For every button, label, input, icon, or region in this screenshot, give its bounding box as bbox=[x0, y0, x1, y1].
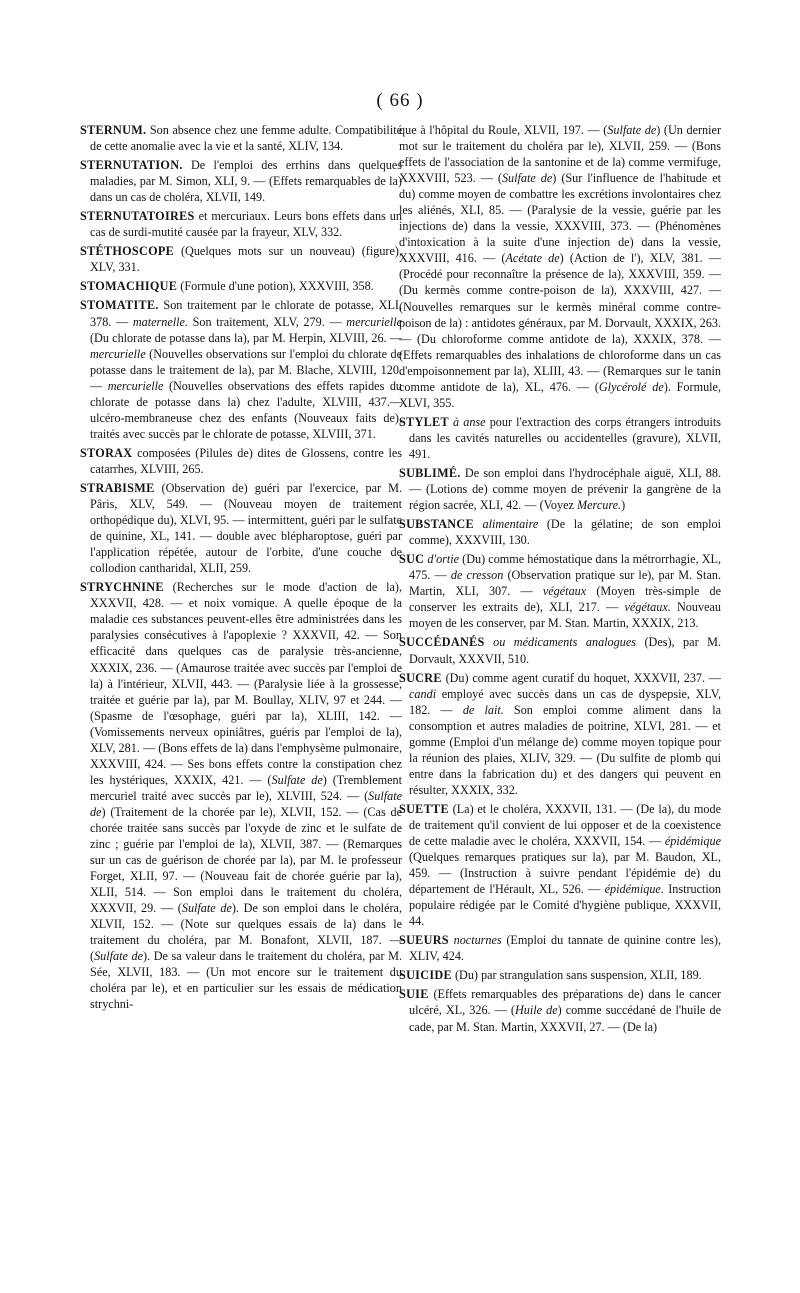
entry-heading: STOMACHIQUE bbox=[80, 279, 178, 294]
index-entry bbox=[399, 634, 721, 666]
entry-text: (Effets remarquables des préparations de) dans le cancer ulcéré, XL, 326. — ( bbox=[409, 987, 721, 1018]
index-column-left bbox=[80, 122, 402, 1016]
index-entry bbox=[399, 122, 721, 411]
index-entry bbox=[399, 932, 721, 964]
entry-text: que à l'hôpital du Roule, XLVII, 197. — ( bbox=[399, 123, 608, 137]
entry-italic-text: Sulfate de bbox=[94, 949, 144, 964]
entry-text: (Du) comme hémostatique dans la métrorrhagie, XL, 475. — bbox=[409, 552, 722, 583]
index-entry bbox=[80, 579, 402, 1012]
entry-heading: SUC bbox=[399, 552, 425, 567]
entry-text: ) (Traitement de la chorée par le), XLVII, 152. — (Cas de chorée traitée sans succès par l'oxyde de zinc et le sulfate de zinc ; guérie par l'emploi de la), XLVII, 387. — (Remarques sur un cas de guérison de chorée par la), par M. le professeur Forget, XLII, 97. — (Nouveau fait de chorée guérie par la), XLII, 514. — Son emploi dans le traitement du choléra, XXXVII, 29. — ( bbox=[90, 804, 402, 916]
entry-italic-text: à anse bbox=[453, 414, 486, 429]
index-entry bbox=[399, 670, 721, 798]
entry-text: (Observation pratique sur le), par M. Stan. Martin, XLI, 307. — bbox=[409, 568, 721, 599]
index-entry bbox=[80, 157, 402, 205]
index-entry bbox=[399, 801, 721, 929]
entry-italic-text: Mercure. bbox=[576, 498, 622, 513]
index-entry bbox=[80, 480, 402, 576]
entry-heading: STRABISME bbox=[80, 480, 155, 495]
entry-italic-text: d'ortie bbox=[427, 552, 460, 567]
entry-heading: SUBLIMÉ. bbox=[399, 465, 461, 480]
entry-text: ) (Action de l'), XLV, 381. —(Procédé pour reconnaître la présence de la), XXXVIII, 359. — (Du kermès comme contre-poison de la), XXXVIII, 427. — (Nouvelles remarques sur le kermès minéral comme contre-poison de la) : antidotes généraux, par M. Dorvault, XXXIX, 263. — (Du chloroforme comme antidote de la), XXXIX, 378. — (Effets remarquables des inhalations de chloroforme dans un cas d'empoisonnement par la), XLIII, 43. — (Remarques sur le tanin comme antidote de la), XL, 476. — ( bbox=[399, 251, 721, 394]
entry-text: ) (Un dernier mot sur le traitement du choléra par le), XLVII, 259. — (Bons effets de l'association de la santonine et de la) comme vermifuge, XXXVIII, 523. — ( bbox=[399, 123, 721, 186]
entry-text: Son emploi comme aliment dans la consomption et autres maladies de poitrine, XLVI, 281. — et gomme (Emploi d'un mélange de) comme moyen topique pour la réunion des plaies, XLIV, 329. — (Du sulfite de plomb qui entre dans la fabrication du) et des dangers qui peuvent en résulter, XXXIX, 332. bbox=[409, 702, 722, 797]
entry-text: et mercuriaux. Leurs bons effets dans un cas de surdi-mutité causée par la frayeur, XLV, 332. bbox=[90, 209, 402, 240]
entry-text: ). De sa valeur dans le traitement du choléra, par M. Sée, XLVII, 183. — (Un mot encore sur le traitement du choléra par le), et en particulier sur les essais de médication strychni- bbox=[90, 949, 402, 1012]
entry-heading: SUCCÉDANÉS bbox=[399, 635, 485, 650]
entry-heading: STORAX bbox=[80, 445, 133, 460]
entry-text: (Emploi du tannate de quinine contre les), XLIV, 424. bbox=[409, 933, 721, 964]
index-entry bbox=[399, 967, 721, 983]
index-entry bbox=[80, 122, 402, 154]
entry-italic-text: Sulfate de bbox=[271, 772, 323, 787]
entry-heading: SUCRE bbox=[399, 670, 442, 685]
index-entry bbox=[80, 297, 402, 441]
entry-italic-text: végétaux. bbox=[624, 600, 671, 615]
entry-italic-text: alimentaire bbox=[482, 517, 539, 532]
entry-heading: SUEURS bbox=[399, 933, 449, 948]
entry-text: (Recherches sur le mode d'action de la), XXXVII, 428. — et noix vomique. A quelle époque de la maladie ces substances peuvent-elles être administrées dans les paralysies consécutives à l'apoplexie ? XXXVII, 42. — Son efficacité dans quelques cas de paralysie très-ancienne, XXXIX, 236. — (Amaurose traitée avec succès par l'emploi de la) à l'intérieur, XLVII, 443. — (Paralysie liée à la grossesse, traitée et guérie par la), par M. Boullay, XLIV, 97 et 244. — (Spasme de l'œsophage, guéri par la), XLIII, 142. — (Vomissements nerveux opiniâtres, guéris par l'emploi de la), XLV, 281. — (Bons effets de la) dans l'emphysème pulmonaire, XXXVIII, 424. — Ses bons effets contre la constipation chez les hystériques, XXXIX, 421. — ( bbox=[90, 580, 402, 787]
entry-text: Son absence chez une femme adulte. Compatibilité de cette anomalie avec la vie et la santé, XLIV, 134. bbox=[90, 123, 402, 154]
entry-text: (Nouvelles observations sur l'emploi du chlorate de potasse dans le traitement de la), par M. Blache, XLVIII, 120. — bbox=[90, 346, 402, 393]
entry-text: Son traitement par le chlorate de potasse, XLI, 378. — bbox=[90, 298, 402, 329]
entry-heading: SUICIDE bbox=[399, 968, 452, 983]
entry-italic-text: Huile de bbox=[514, 1003, 558, 1018]
entry-heading: SUBSTANCE bbox=[399, 517, 474, 532]
entry-text: pour l'extraction des corps étrangers introduits dans les cavités naturelles ou accidentelles (gravure), XLVII, 491. bbox=[409, 414, 721, 461]
entry-text: ) (Tremblement mercuriel traité avec succès par le), XLVIII, 524. — ( bbox=[90, 772, 403, 803]
entry-italic-text: épidémique. bbox=[604, 882, 664, 897]
index-column-right bbox=[399, 122, 721, 1038]
index-entry bbox=[80, 243, 402, 275]
entry-italic-text: mercurielle bbox=[107, 378, 164, 393]
index-entry bbox=[80, 208, 402, 240]
entry-text: ) (Sur l'influence de l'habitude et du) comme moyen de combattre les excrétions involontaires chez les aliénés, XLI, 85. — (Paralysie de la vessie, guérie par les injections de) dans la vessie, XXXVIII, 373. — (Phénomènes d'intoxication à la suite d'une injection de) dans la vessie, XXXVIII, 416. — ( bbox=[399, 171, 721, 266]
entry-text: (Nouvelles observations des effets rapides du chlorate de potasse dans la) chez l'adulte, XLVIII, 437.— ulcéro-membraneuse chez des enfants (Nouveaux faits de), traités avec succès par le chlorate de potasse, XLVIII, 371. bbox=[90, 378, 403, 441]
entry-italic-text: Acétate de bbox=[505, 251, 560, 266]
entry-text: De son emploi dans l'hydrocéphale aiguë, XLI, 88.— (Lotions de) comme moyen de prévenir la gangrène de la région sacrée, XLI, 42. — (Voyez bbox=[409, 465, 721, 513]
entry-text: Nouveau moyen de les conserver, par M. Stan. Martin, XXXIX, 213. bbox=[409, 600, 721, 631]
entry-text: (Du chlorate de potasse dans la), par M. Herpin, XLVIII, 26. — bbox=[90, 330, 402, 345]
entry-italic-text: Glycérolé de bbox=[598, 379, 664, 394]
index-entry bbox=[399, 986, 721, 1034]
entry-text: (De la gélatine; de son emploi comme), XXXVIII, 130. bbox=[409, 517, 722, 548]
index-entry bbox=[399, 414, 721, 462]
entry-text: (Du) par strangulation sans suspension, XLII, 189. bbox=[451, 968, 702, 983]
entry-italic-text: Sulfate de bbox=[90, 788, 402, 819]
entry-text: (Quelques mots sur un nouveau) (figure), XLV, 331. bbox=[90, 244, 402, 275]
entry-heading: STOMATITE. bbox=[80, 298, 159, 313]
entry-heading: STRYCHNINE bbox=[80, 580, 164, 595]
entry-heading: SUETTE bbox=[399, 801, 449, 816]
entry-heading: SUIE bbox=[399, 987, 429, 1002]
entry-text: ) bbox=[621, 498, 626, 513]
entry-text: Instruction populaire rédigée par le Comité d'hygiène publique, XXXVII, 44. bbox=[409, 882, 721, 929]
entry-text: ). Formule, XLVI, 355. bbox=[399, 379, 721, 410]
entry-text: (Formule d'une potion), XXXVIII, 358. bbox=[177, 279, 374, 294]
entry-heading: STYLET bbox=[399, 414, 449, 429]
index-entry bbox=[80, 278, 402, 294]
entry-italic-text: Sulfate de bbox=[181, 901, 232, 916]
entry-heading: STERNUTATION. bbox=[80, 158, 183, 173]
entry-text: ). De son emploi dans le choléra, XLVII, 152. — (Note sur quelques essais de la) dans le traitement du choléra, par M. Bonafont, XLVII, 187. — ( bbox=[90, 901, 402, 964]
entry-italic-text: nocturnes bbox=[453, 933, 502, 948]
index-entry bbox=[399, 551, 721, 631]
entry-text: (Observation de) guéri par l'exercice, par M. Pâris, XLV, 549. — (Nouveau moyen de traitement orthopédique du), XLVI, 95. — intermittent, guéri par le sulfate de quinine, XL, 141. — double avec blépharoptose, guéri par l'application répétée, autour de l'orbite, d'une couche de collodion cantharidal, XLII, 259. bbox=[90, 480, 402, 576]
entry-italic-text: Sulfate de bbox=[501, 171, 553, 186]
entry-heading: STERNUTATOIRES bbox=[80, 209, 195, 224]
entry-italic-text: ou médicaments analogues bbox=[493, 635, 636, 650]
entry-italic-text: candi bbox=[409, 686, 437, 701]
entry-italic-text: de cresson bbox=[450, 568, 504, 583]
entry-italic-text: épidémique bbox=[664, 834, 721, 849]
entry-italic-text: maternelle. bbox=[132, 314, 188, 329]
entry-text: De l'emploi des errhins dans quelques maladies, par M. Simon, XLI, 9. — (Effets remarquables de la) dans un cas de choléra, XLVII, 149. bbox=[90, 158, 402, 205]
entry-text: (Moyen très-simple de conserver les extraits de), XLI, 217. — bbox=[409, 584, 721, 615]
index-entry bbox=[399, 516, 721, 548]
entry-text: composées (Pilules de) dites de Glossens, contre les catarrhes, XLVIII, 265. bbox=[90, 445, 402, 476]
entry-text: (La) et le choléra, XXXVII, 131. — (De la), du mode de traitement qu'il convient de lui opposer et de la coexistence de cette maladie avec le choléra, XXXVII, 154. — bbox=[409, 801, 721, 849]
entry-text bbox=[485, 635, 493, 649]
entry-text: (Des), par M. Dorvault, XXXVII, 510. bbox=[409, 635, 721, 666]
entry-text: Son traitement, XLV, 279. — bbox=[188, 314, 347, 329]
entry-italic-text: mercurielle bbox=[90, 346, 146, 361]
entry-text: (Du) comme agent curatif du hoquet, XXXVII, 237. — bbox=[441, 670, 721, 685]
index-entry bbox=[399, 465, 721, 513]
entry-italic-text: de lait. bbox=[462, 702, 504, 717]
entry-heading: STÉTHOSCOPE bbox=[80, 244, 175, 259]
entry-text: ) comme succédané de l'huile de cade, par M. Stan. Martin, XXXVII, 27. — (De la) bbox=[409, 1003, 721, 1034]
page-number: ( 66 ) bbox=[376, 90, 424, 111]
entry-heading: STERNUM. bbox=[80, 123, 147, 137]
index-entry bbox=[80, 445, 402, 477]
entry-italic-text: végétaux bbox=[542, 584, 587, 599]
entry-text: (Quelques remarques pratiques sur la), par M. Baudon, XL, 459. — (Instruction à suivre pendant l'épidémie de) du département de l'Hérault, XL, 526. — bbox=[409, 850, 721, 897]
entry-text: employé avec succès dans un cas de dyspepsie, XLV, 182. — bbox=[409, 686, 721, 717]
entry-italic-text: Sulfate de bbox=[607, 123, 657, 137]
entry-italic-text: mercurielle bbox=[346, 314, 402, 329]
entry-text bbox=[474, 517, 483, 531]
